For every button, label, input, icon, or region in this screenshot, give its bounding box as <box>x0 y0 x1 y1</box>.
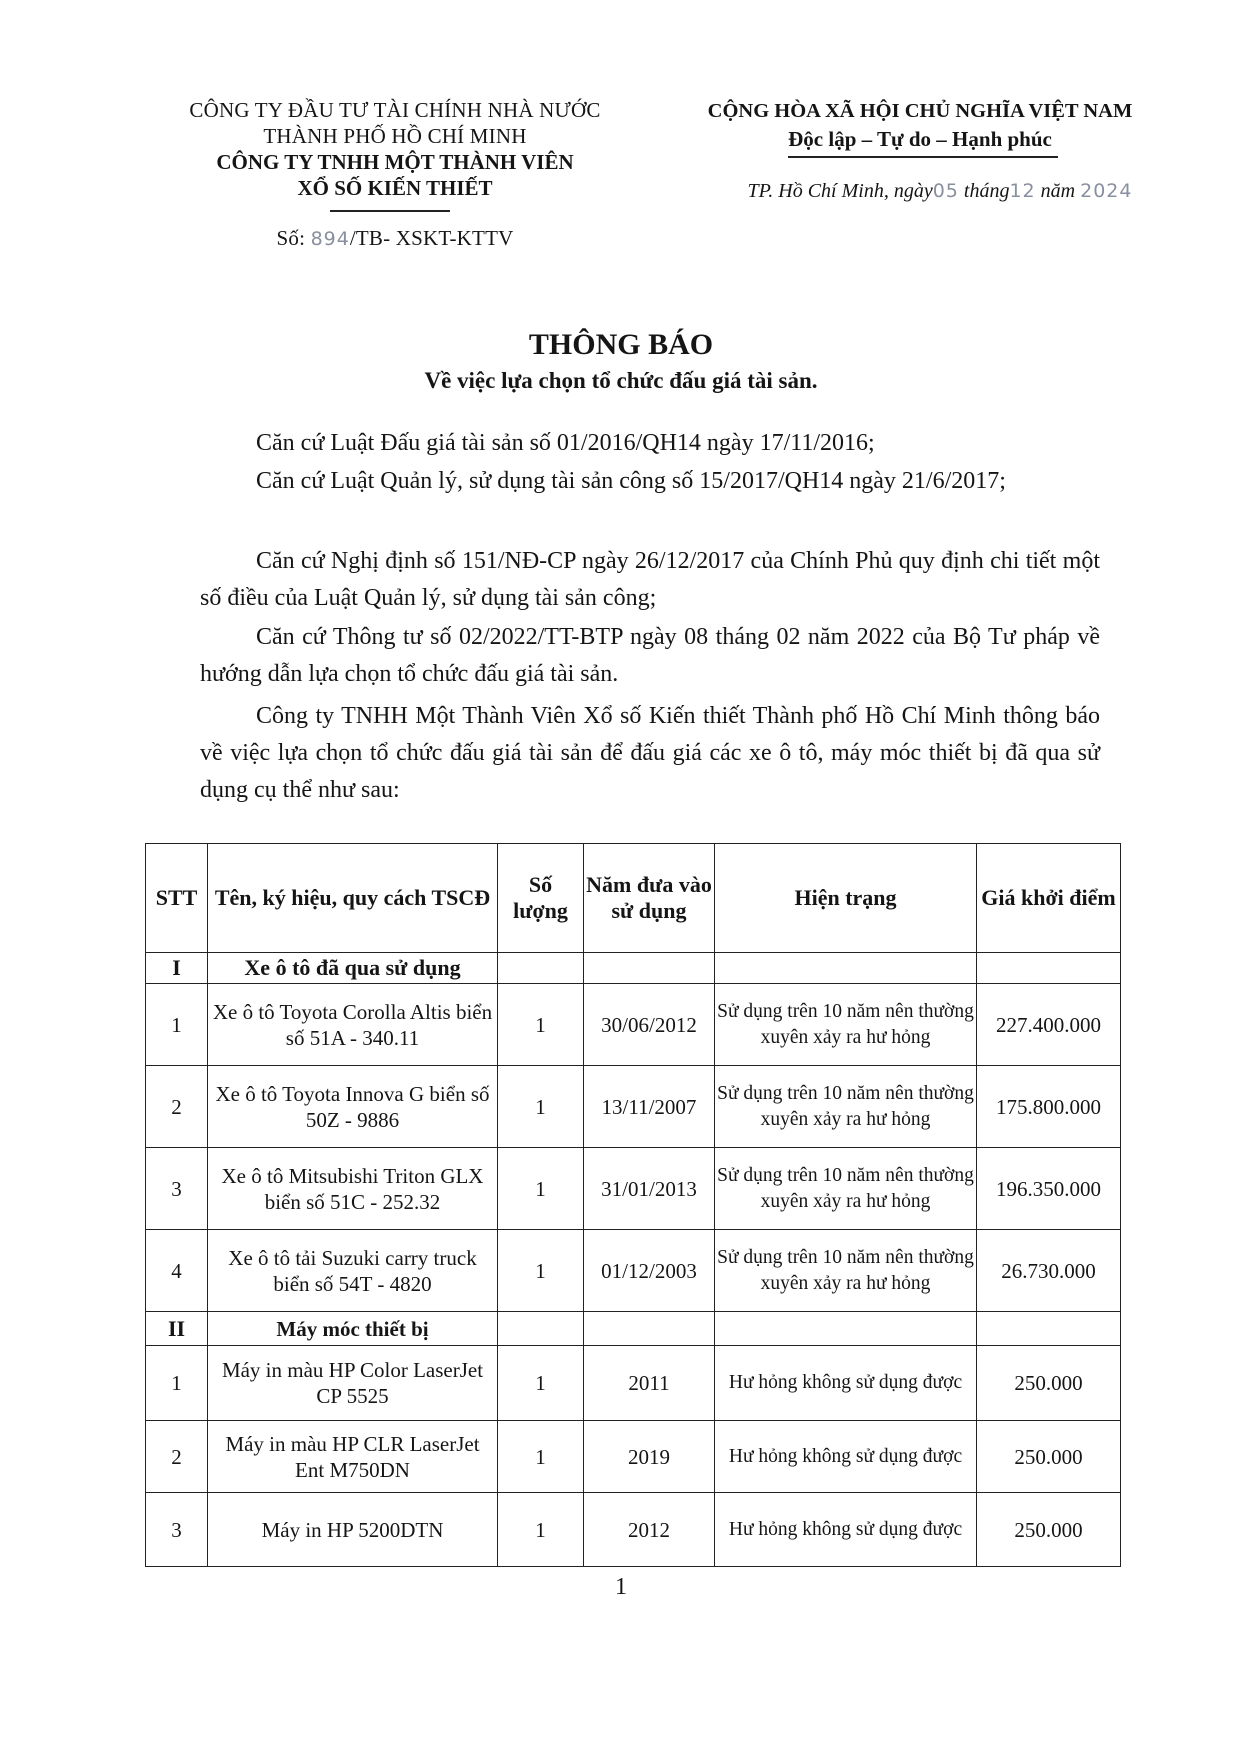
header-starting-price: Giá khởi điểm <box>977 844 1121 953</box>
section-number: II <box>146 1312 208 1346</box>
row-asset-name: Máy in màu HP CLR LaserJet Ent M750DN <box>208 1421 498 1493</box>
row-price: 196.350.000 <box>977 1148 1121 1230</box>
asset-table <box>145 843 1121 1567</box>
table-row <box>146 1230 1121 1312</box>
empty-cell <box>715 1312 977 1346</box>
row-year: 2019 <box>584 1421 715 1493</box>
section-title: Máy móc thiết bị <box>208 1312 498 1346</box>
paragraph-text: Căn cứ Nghị định số 151/NĐ-CP ngày 26/12/2017 của Chính Phủ quy định chi tiết một số điều của Luật Quản lý, sử dụng tài sản công; <box>200 548 1100 611</box>
agency-parent-name: CÔNG TY ĐẦU TƯ TÀI CHÍNH NHÀ NƯỚC <box>189 98 601 122</box>
document-number-suffix: /TB- XSKT-KTTV <box>349 226 514 250</box>
company-name-line2: XỔ SỐ KIẾN THIẾT <box>297 176 493 200</box>
row-stt: 2 <box>146 1066 208 1148</box>
row-stt: 3 <box>146 1148 208 1230</box>
national-motto: Độc lập – Tự do – Hạnh phúc <box>788 127 1052 151</box>
row-price: 250.000 <box>977 1346 1121 1421</box>
header-condition: Hiện trạng <box>715 844 977 953</box>
table-row <box>146 1066 1121 1148</box>
document-number <box>150 226 640 251</box>
basis-paragraph-3 <box>200 543 1100 617</box>
date-year-handwritten: 2024 <box>1080 180 1133 202</box>
row-quantity: 1 <box>498 1230 584 1312</box>
header-year-in-use: Năm đưa vào sử dụng <box>584 844 715 953</box>
agency-parent-city: THÀNH PHỐ HỒ CHÍ MINH <box>263 124 527 148</box>
row-quantity: 1 <box>498 1346 584 1421</box>
header-asset-name: Tên, ký hiệu, quy cách TSCĐ <box>208 844 498 953</box>
paragraph-text: Căn cứ Thông tư số 02/2022/TT-BTP ngày 08 tháng 02 năm 2022 của Bộ Tư pháp về hướng dẫn lựa chọn tổ chức đấu giá tài sản. <box>200 624 1100 687</box>
empty-cell <box>584 953 715 984</box>
national-title: CỘNG HÒA XÃ HỘI CHỦ NGHĨA VIỆT NAM <box>707 100 1133 122</box>
basis-paragraph-4 <box>200 619 1100 693</box>
empty-cell <box>977 1312 1121 1346</box>
row-year: 01/12/2003 <box>584 1230 715 1312</box>
row-quantity: 1 <box>498 984 584 1066</box>
page-number: 1 <box>615 1574 627 1600</box>
paragraph-text: Công ty TNHH Một Thành Viên Xổ số Kiến thiết Thành phố Hồ Chí Minh thông báo về việc lựa chọn tổ chức đấu giá tài sản để đấu giá các xe ô tô, máy móc thiết bị đã qua sử dụng cụ thể như sau: <box>200 703 1100 803</box>
header-quantity: Số lượng <box>498 844 584 953</box>
row-stt: 1 <box>146 1346 208 1421</box>
row-condition: Sử dụng trên 10 năm nên thường xuyên xảy ra hư hỏng <box>715 1148 977 1230</box>
basis-paragraph-2 <box>200 463 1100 500</box>
table-row <box>146 1346 1121 1421</box>
right-header-underline <box>788 156 1058 158</box>
row-asset-name: Xe ô tô Mitsubishi Triton GLX biển số 51C - 252.32 <box>208 1148 498 1230</box>
document-subtitle: Về việc lựa chọn tổ chức đấu giá tài sản. <box>424 368 818 393</box>
row-stt: 2 <box>146 1421 208 1493</box>
paragraph-text: Căn cứ Luật Đấu giá tài sản số 01/2016/QH14 ngày 17/11/2016; <box>256 430 875 456</box>
basis-paragraph-1 <box>200 425 1100 462</box>
empty-cell <box>715 953 977 984</box>
table-row <box>146 1493 1121 1567</box>
document-number-label: Số: <box>276 226 306 250</box>
row-stt: 3 <box>146 1493 208 1567</box>
section-row-equipment <box>146 1312 1121 1346</box>
row-asset-name: Xe ô tô Toyota Corolla Altis biển số 51A - 340.11 <box>208 984 498 1066</box>
row-price: 26.730.000 <box>977 1230 1121 1312</box>
date-month-handwritten: 12 <box>1009 180 1036 202</box>
row-price: 250.000 <box>977 1421 1121 1493</box>
table-row <box>146 1421 1121 1493</box>
left-header-underline <box>330 210 450 212</box>
row-asset-name: Máy in màu HP Color LaserJet CP 5525 <box>208 1346 498 1421</box>
row-asset-name: Xe ô tô Toyota Innova G biển số 50Z - 9886 <box>208 1066 498 1148</box>
row-stt: 1 <box>146 984 208 1066</box>
row-price: 227.400.000 <box>977 984 1121 1066</box>
row-year: 2012 <box>584 1493 715 1567</box>
row-quantity: 1 <box>498 1421 584 1493</box>
row-condition: Sử dụng trên 10 năm nên thường xuyên xảy ra hư hỏng <box>715 984 977 1066</box>
company-name: CÔNG TY TNHH MỘT THÀNH VIÊN <box>216 150 574 174</box>
section-row-vehicles <box>146 953 1121 984</box>
row-condition: Hư hỏng không sử dụng được <box>715 1493 977 1567</box>
row-condition: Hư hỏng không sử dụng được <box>715 1346 977 1421</box>
table-row <box>146 1148 1121 1230</box>
date-line <box>690 180 1190 203</box>
row-year: 2011 <box>584 1346 715 1421</box>
row-price: 175.800.000 <box>977 1066 1121 1148</box>
empty-cell <box>498 953 584 984</box>
date-day-handwritten: 05 <box>932 180 959 202</box>
row-year: 31/01/2013 <box>584 1148 715 1230</box>
row-quantity: 1 <box>498 1066 584 1148</box>
date-month-label: tháng <box>963 180 1010 202</box>
row-condition: Sử dụng trên 10 năm nên thường xuyên xảy ra hư hỏng <box>715 1066 977 1148</box>
empty-cell <box>498 1312 584 1346</box>
paragraph-text: Căn cứ Luật Quản lý, sử dụng tài sản công số 15/2017/QH14 ngày 21/6/2017; <box>256 468 1006 494</box>
date-year-label: năm <box>1040 180 1076 202</box>
section-number: I <box>146 953 208 984</box>
row-asset-name: Máy in HP 5200DTN <box>208 1493 498 1567</box>
header-stt: STT <box>146 844 208 953</box>
row-price: 250.000 <box>977 1493 1121 1567</box>
document-title: THÔNG BÁO <box>528 328 714 361</box>
row-condition: Hư hỏng không sử dụng được <box>715 1421 977 1493</box>
row-year: 30/06/2012 <box>584 984 715 1066</box>
row-condition: Sử dụng trên 10 năm nên thường xuyên xảy ra hư hỏng <box>715 1230 977 1312</box>
document-number-handwritten: 894 <box>310 228 350 250</box>
date-prefix: TP. Hồ Chí Minh, ngày <box>747 180 933 202</box>
row-year: 13/11/2007 <box>584 1066 715 1148</box>
row-quantity: 1 <box>498 1493 584 1567</box>
table-row <box>146 984 1121 1066</box>
row-stt: 4 <box>146 1230 208 1312</box>
empty-cell <box>584 1312 715 1346</box>
table-header-row <box>146 844 1121 953</box>
announcement-paragraph <box>200 698 1100 809</box>
empty-cell <box>977 953 1121 984</box>
section-title: Xe ô tô đã qua sử dụng <box>208 953 498 984</box>
row-quantity: 1 <box>498 1148 584 1230</box>
row-asset-name: Xe ô tô tải Suzuki carry truck biển số 54T - 4820 <box>208 1230 498 1312</box>
